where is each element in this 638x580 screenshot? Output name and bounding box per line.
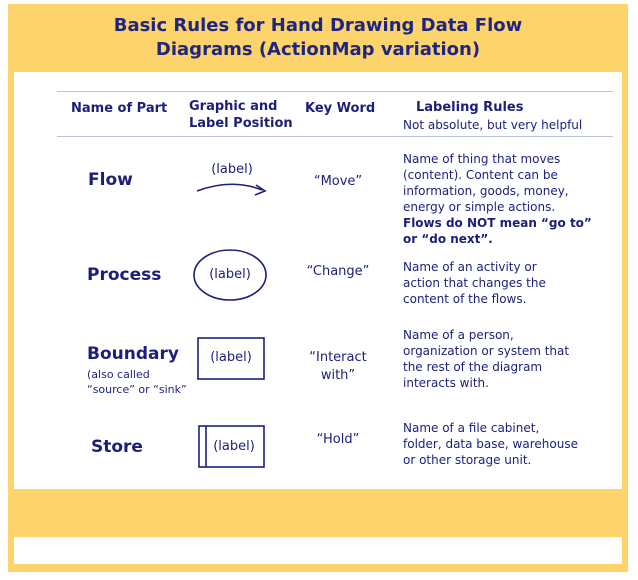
title-line-2: Diagrams (ActionMap variation) — [155, 39, 481, 60]
header-labeling-subtitle: Not absolute, but very helpful — [403, 118, 583, 132]
keyword-boundary-line-2: with” — [320, 368, 356, 383]
rule-boundary-line-3: the rest of the diagram — [403, 360, 543, 374]
keyword-boundary-line-1: “Interact — [309, 350, 367, 365]
part-boundary: Boundary — [87, 344, 179, 364]
rule-boundary-line-1: Name of a person, — [403, 328, 514, 342]
header-labeling-rules: Labeling Rules — [416, 100, 524, 115]
header-graphic-line-1: Graphic and — [189, 99, 278, 114]
rule-process-line-1: Name of an activity or — [403, 260, 537, 274]
store-graphic-label: (label) — [213, 439, 255, 454]
header-name-of-part: Name of Part — [71, 101, 168, 116]
rule-process-line-3: content of the flows. — [403, 292, 527, 306]
header-key-word: Key Word — [305, 101, 376, 116]
rule-flow-line-3: information, goods, money, — [403, 184, 569, 198]
rule-store-line-3: or other storage unit. — [403, 453, 532, 467]
flow-graphic-label: (label) — [211, 162, 253, 177]
boundary-graphic-label: (label) — [210, 350, 252, 365]
rule-store — [403, 420, 618, 468]
boundary-note-line-2: “source” or “sink” — [87, 383, 187, 396]
boundary-note-line-1: (also called — [87, 368, 150, 381]
process-graphic-label: (label) — [209, 267, 251, 282]
header-graphic-line-2: Label Position — [189, 116, 293, 131]
rule-process-line-2: action that changes the — [403, 276, 546, 290]
rule-store-line-2: folder, data base, warehouse — [403, 437, 578, 451]
rule-boundary-line-4: interacts with. — [403, 376, 489, 390]
rule-flow-bold-line-1: Flows do NOT mean “go to” — [403, 216, 592, 230]
part-store: Store — [91, 437, 143, 457]
rule-store-line-1: Name of a file cabinet, — [403, 421, 540, 435]
title-line-1: Basic Rules for Hand Drawing Data Flow — [113, 15, 523, 36]
rule-boundary-line-2: organization or system that — [403, 344, 570, 358]
rule-flow-line-2: (content). Content can be — [403, 168, 558, 182]
rule-flow-line-4: energy or simple actions. — [403, 200, 556, 214]
keyword-process: “Change” — [306, 264, 370, 279]
part-process: Process — [87, 265, 162, 285]
rule-flow-line-1: Name of thing that moves — [403, 152, 561, 166]
rule-flow-bold-line-2: or “do next”. — [403, 232, 493, 246]
keyword-flow: “Move” — [313, 174, 363, 189]
part-flow: Flow — [88, 170, 133, 190]
keyword-store: “Hold” — [316, 432, 360, 447]
